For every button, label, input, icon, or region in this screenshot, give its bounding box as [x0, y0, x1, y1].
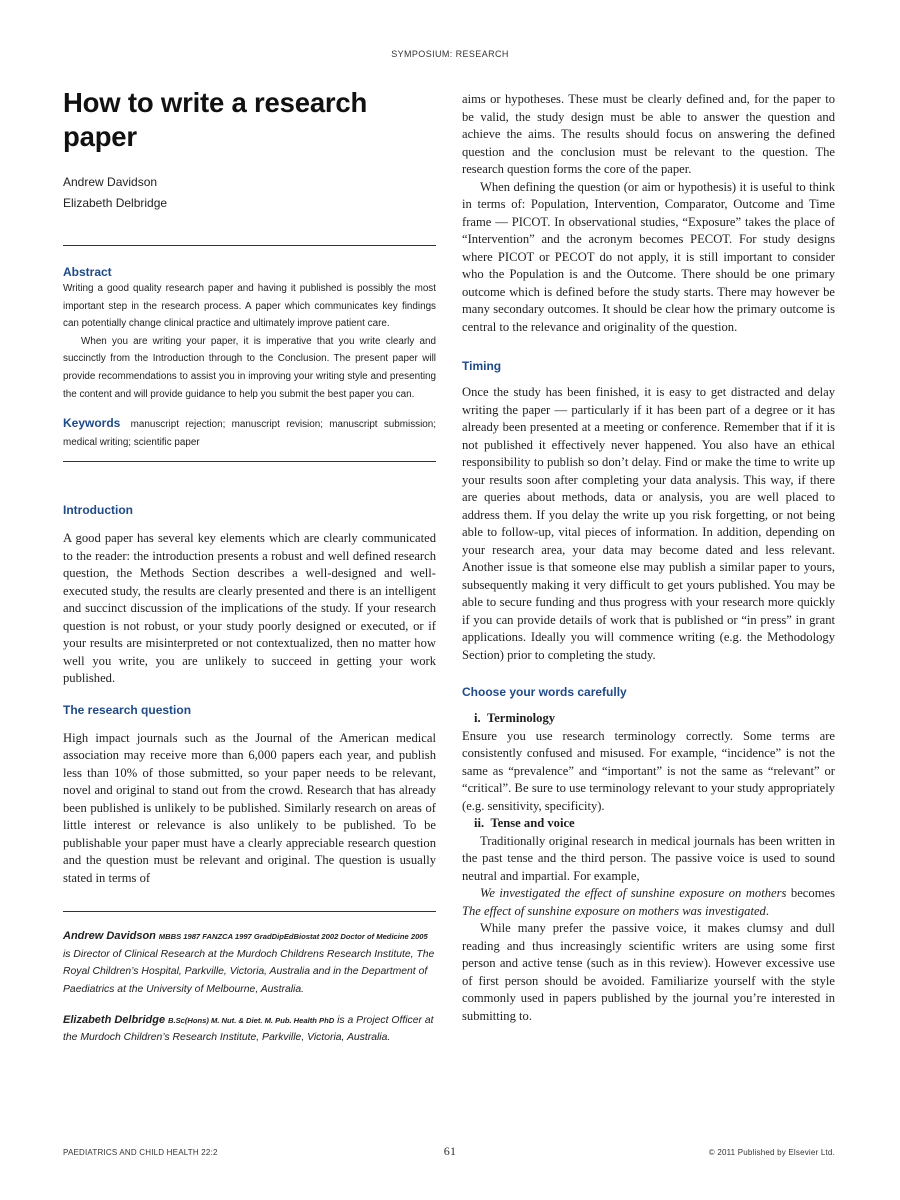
words-heading: Choose your words carefully — [462, 685, 627, 699]
abstract-paragraph: When you are writing your paper, it is imperative that you write clearly and succinctly from the Introduction through to the Conclusion. The present paper will provide recommendations to assist you in improving your writing style and presenting the content and will provide guidance to help you submit the best paper you can. — [63, 335, 436, 400]
research-question-heading: The research question — [63, 702, 192, 717]
keywords-list: manuscript rejection; manuscript revision; manuscript submission; medical writing; scientific paper — [63, 419, 436, 448]
picot-paragraph: When defining the question (or aim or hypothesis) it is useful to think in terms of: Population, Intervention, Comparator, Outcome and Time frame — PICOT. In observational studies, “Exposure” takes the place of “Intervention” and the acronym becomes PECOT. For study designs where PICOT or PECOT do not apply, it is still important to consider who the Population is and the Outcome. There should be one primary outcome which is defined before the study starts. There may however be many secondary outcomes. It should be clear how the primary outcome is central to the relevance and originality of the question. — [462, 179, 835, 334]
example-active: We investigated the effect of sunshine exposure on mothers — [480, 886, 787, 900]
footer-journal: PAEDIATRICS AND CHILD HEALTH 22:2 — [63, 1148, 218, 1157]
timing-text: Once the study has been finished, it is easy to get distracted and delay writing the paper — particularly if it has been part of a degree or it has already been presented at a meeting or conference. Remember that if it is not published it effectively never happened. You also have an ethical responsibility to publish so don’t delay. Find or make the time to write up your results soon after completing your data analysis. This way, if there are queries about methods, data or analysis, you are well placed to address them. If you delay the write up you risk forgetting, or not being able to follow-up, vital pieces of information. In addition, depending on your research area, your data may become dated and less relevant. Another issue is that someone else may publish a similar paper to yours, subsequently making it very difficult to get yours published. You may be able to secure funding and thus progress with your research more quickly if you can provide details of work that is published or “in press” in grant applications. Ideally you will commence writing (e.g. the Methodology Section) prior to completing the study. — [462, 385, 835, 662]
right-column — [462, 91, 835, 1025]
author-bio — [63, 928, 436, 998]
example-text — [462, 885, 835, 920]
example-end: . — [765, 903, 769, 918]
article-title: How to write a research paper — [63, 87, 368, 152]
bio-text: is a Project Officer at the Murdoch Children’s Research Institute, Parkville, Victoria, Australia. — [63, 1014, 434, 1044]
author-name: Elizabeth Delbridge — [63, 196, 168, 210]
keywords — [63, 415, 436, 451]
footer-copyright: © 2011 Published by Elsevier Ltd. — [708, 1148, 835, 1157]
example-becomes: becomes — [790, 886, 835, 900]
bio-credentials: MBBS 1987 FANZCA 1997 GradDipEdBiostat 2002 Doctor of Medicine 2005 — [158, 932, 428, 942]
divider — [63, 461, 436, 462]
running-head: SYMPOSIUM: RESEARCH — [391, 49, 509, 59]
keywords-label: Keywords — [63, 416, 121, 431]
author-list — [63, 172, 436, 214]
research-question-text: High impact journals such as the Journal of the American medical association may receive more than 6,000 papers each year, and publish less than 10% of those submitted, so your paper needs to be relevant, novel and original to stand out from the crowd. Research that has already been published is unlikely to be published. Similarly research on areas of little interest or relevance is also unlikely to be published. To be publishable your paper must have a clearly appreciable research question and the question must be relevant and original. The question is usually stated in terms of — [63, 730, 436, 885]
introduction-text: A good paper has several key elements which are clearly communicated to the reader: the introduction presents a robust and well defined research question, the Methods Section describes a well-designed and well-executed study, the results are clearly presented and there is an intelligent and succinct discussion of the implications of the study. If your research question is not robust, or your study poorly designed or executed, or if your results are misinterpreted or not contextualized, then no matter how well you write, you are unlikely to succeed in getting your work published. — [63, 531, 436, 686]
tense-text: Traditionally original research in medical journals has been written in the past tense and the third person. The passive voice is used to sound neutral and impartial. For example, — [462, 833, 835, 883]
example-passive: The effect of sunshine exposure on mothers was investigated — [462, 903, 766, 918]
terminology-subheading: i. Terminology — [474, 711, 556, 725]
abstract-heading: Abstract — [63, 265, 112, 279]
research-question-continued: aims or hypotheses. These must be clearly defined and, for the paper to be valid, the study design must be able to answer the question and achieve the aims. The results should focus on answering the defined question and the conclusion must be relevant to the question. The research question forms the core of the paper. — [462, 92, 835, 176]
left-column — [63, 86, 436, 1047]
abstract-paragraph: Writing a good quality research paper and having it published is possibly the most important step in the research process. A paper which communicates key findings can potentially change clinical practice and ultimately improve patient care. — [63, 283, 436, 330]
bio-credentials: B.Sc(Hons) M. Nut. & Diet. M. Pub. Health PhD — [167, 1015, 335, 1025]
tense-subheading: ii. Tense and voice — [474, 816, 575, 830]
divider — [63, 245, 436, 246]
divider — [63, 911, 436, 912]
terminology-text: Ensure you use research terminology correctly. Some terms are consistently confused and misused. For example, “incidence” is not the same as “prevalence” and “important” is not the same as “relevant” or “critical”. Be sure to use terminology relevant to your study appropriately (e.g. sensitivity, specificity). — [462, 728, 835, 813]
bio-text: is Director of Clinical Research at the Murdoch Childrens Research Institute, The Royal Children’s Hospital, Parkville, Victoria, Australia and in the Department of Paediatrics at the University of Melbourne, Australia. — [63, 948, 435, 995]
bio-name: Andrew Davidson — [63, 930, 156, 943]
bio-name: Elizabeth Delbridge — [63, 1013, 166, 1026]
page-number: 61 — [443, 1144, 457, 1158]
tense-text-2: While many prefer the passive voice, it makes clumsy and dull reading and thus increasingly scientific writers are using some first person and active tense (such as in this review). However excessive use of first person should be avoided. Familiarize yourself with the style commonly used in papers published by the journal you’re interested in submitting to. — [462, 921, 835, 1023]
introduction-heading: Introduction — [63, 503, 133, 518]
author-name: Andrew Davidson — [63, 175, 158, 189]
author-bio — [63, 1012, 436, 1047]
timing-heading: Timing — [462, 359, 502, 373]
